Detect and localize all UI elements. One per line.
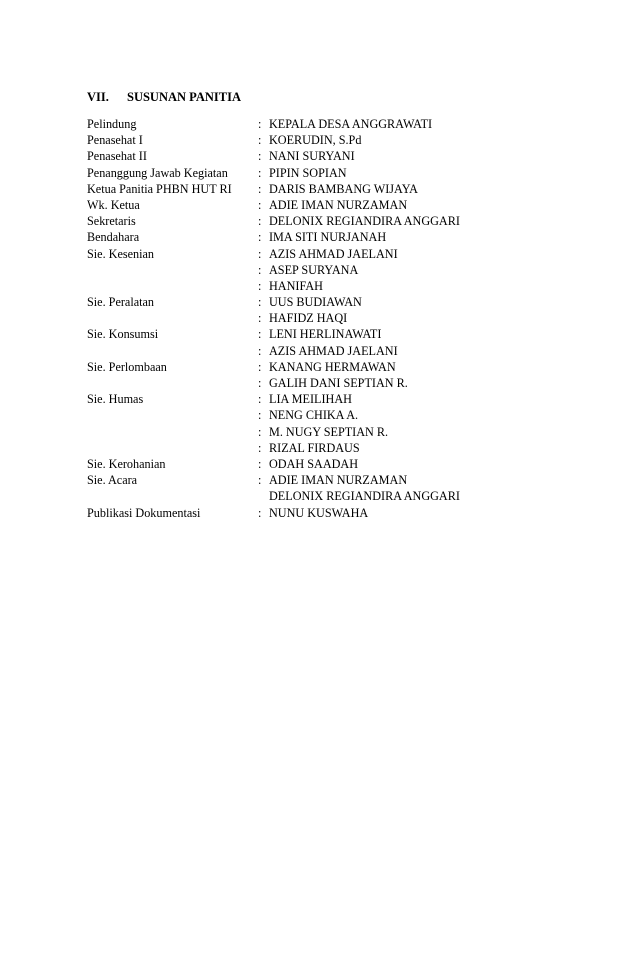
- separator-colon: :: [258, 262, 262, 277]
- section-heading: [87, 89, 241, 105]
- separator-colon: :: [258, 311, 262, 326]
- committee-row: [87, 278, 587, 294]
- committee-row: [87, 456, 587, 472]
- committee-row: [87, 148, 587, 164]
- committee-member-name: HANIFAH: [269, 278, 323, 293]
- committee-member-name: DELONIX REGIANDIRA ANGGARI: [269, 489, 460, 504]
- separator-colon: :: [258, 246, 262, 261]
- committee-row: [87, 116, 587, 132]
- committee-row: [87, 505, 587, 521]
- committee-row: [87, 488, 587, 504]
- committee-role: Penanggung Jawab Kegiatan: [87, 165, 228, 180]
- committee-row: [87, 246, 587, 262]
- committee-member-name: M. NUGY SEPTIAN R.: [269, 424, 389, 439]
- committee-row: [87, 440, 587, 456]
- committee-role: Sie. Konsumsi: [87, 327, 159, 342]
- committee-row: [87, 375, 587, 391]
- committee-role: Sekretaris: [87, 214, 136, 229]
- separator-colon: :: [258, 440, 262, 455]
- committee-row: [87, 326, 587, 342]
- separator-colon: :: [258, 376, 262, 390]
- committee-role: Sie. Kesenian: [87, 246, 155, 261]
- separator-colon: :: [258, 197, 262, 212]
- separator-colon: :: [258, 133, 262, 148]
- committee-row: [87, 197, 587, 213]
- separator-colon: :: [258, 473, 262, 488]
- section-title: SUSUNAN PANITIA: [127, 90, 242, 104]
- committee-member-name: HAFIDZ HAQI: [269, 311, 348, 326]
- committee-row: [87, 165, 587, 181]
- committee-role: Sie. Humas: [87, 392, 144, 407]
- separator-colon: :: [258, 456, 262, 471]
- committee-member-name: KANANG HERMAWAN: [269, 359, 396, 374]
- committee-member-name: DELONIX REGIANDIRA ANGGARI: [269, 214, 460, 229]
- separator-colon: :: [258, 392, 262, 407]
- committee-role: Sie. Peralatan: [87, 295, 155, 310]
- committee-row: [87, 424, 587, 440]
- committee-member-name: ADIE IMAN NURZAMAN: [269, 473, 408, 488]
- committee-member-name: RIZAL FIRDAUS: [269, 440, 360, 455]
- separator-colon: :: [258, 359, 262, 374]
- separator-colon: :: [258, 117, 262, 131]
- committee-member-name: GALIH DANI SEPTIAN R.: [269, 376, 408, 390]
- separator-colon: :: [258, 408, 262, 423]
- committee-member-name: LENI HERLINAWATI: [269, 327, 382, 342]
- separator-colon: :: [258, 424, 262, 439]
- committee-member-name: NENG CHIKA A.: [269, 408, 359, 423]
- committee-role: Ketua Panitia PHBN HUT RI: [87, 181, 232, 196]
- committee-role: Bendahara: [87, 230, 140, 245]
- committee-row: [87, 359, 587, 375]
- committee-role: Pelindung: [87, 117, 137, 131]
- committee-member-name: NANI SURYANI: [269, 149, 355, 164]
- committee-row: [87, 181, 587, 197]
- committee-role: Sie. Kerohanian: [87, 456, 166, 471]
- committee-role: Penasehat I: [87, 133, 143, 148]
- committee-member-name: LIA MEILIHAH: [269, 392, 352, 407]
- committee-member-name: ASEP SURYANA: [269, 262, 359, 277]
- committee-role: Wk. Ketua: [87, 197, 140, 212]
- committee-member-name: AZIS AHMAD JAELANI: [269, 246, 398, 261]
- committee-row: [87, 407, 587, 423]
- committee-row: [87, 229, 587, 245]
- committee-member-name: KOERUDIN, S.Pd: [269, 133, 362, 148]
- separator-colon: :: [258, 327, 262, 342]
- committee-role: Penasehat II: [87, 149, 147, 164]
- committee-row: [87, 132, 587, 148]
- committee-role: Sie. Acara: [87, 473, 138, 488]
- committee-row: [87, 472, 587, 488]
- separator-colon: :: [258, 181, 262, 196]
- committee-role: Sie. Perlombaan: [87, 359, 167, 374]
- committee-member-name: DARIS BAMBANG WIJAYA: [269, 181, 418, 196]
- committee-row: [87, 213, 587, 229]
- committee-row: [87, 262, 587, 278]
- section-number: VII.: [87, 90, 109, 104]
- committee-member-name: NUNU KUSWAHA: [269, 505, 369, 520]
- committee-member-name: AZIS AHMAD JAELANI: [269, 343, 398, 358]
- committee-row: [87, 294, 587, 310]
- separator-colon: :: [258, 343, 262, 358]
- committee-row: [87, 343, 587, 359]
- separator-colon: :: [258, 278, 262, 293]
- committee-member-name: ODAH SAADAH: [269, 456, 359, 471]
- committee-member-name: IMA SITI NURJANAH: [269, 230, 387, 245]
- separator-colon: :: [258, 295, 262, 310]
- committee-member-name: PIPIN SOPIAN: [269, 165, 347, 180]
- committee-member-name: KEPALA DESA ANGGRAWATI: [269, 117, 433, 131]
- separator-colon: :: [258, 505, 262, 520]
- committee-row: [87, 391, 587, 407]
- committee-row: [87, 310, 587, 326]
- committee-member-name: UUS BUDIAWAN: [269, 295, 362, 310]
- committee-list: [87, 116, 587, 521]
- separator-colon: :: [258, 230, 262, 245]
- committee-role: Publikasi Dokumentasi: [87, 505, 201, 520]
- committee-member-name: ADIE IMAN NURZAMAN: [269, 197, 408, 212]
- separator-colon: :: [258, 149, 262, 164]
- separator-colon: :: [258, 165, 262, 180]
- separator-colon: :: [258, 214, 262, 229]
